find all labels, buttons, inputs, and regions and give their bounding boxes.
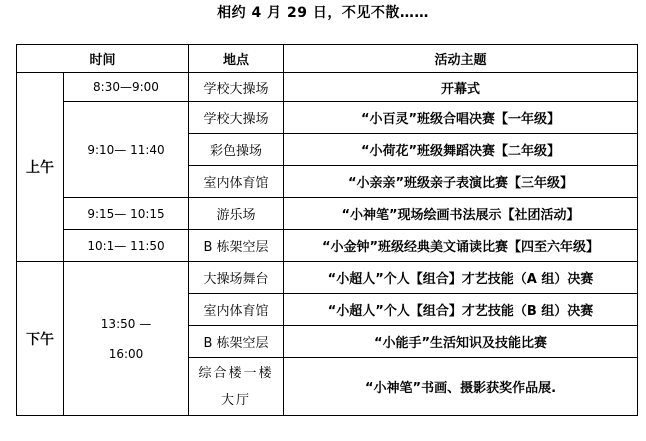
time-cell: 9:15— 10:15 xyxy=(64,198,189,230)
time-start: 13:50 — xyxy=(100,316,152,331)
theme-cell: “小百灵”班级合唱决赛【一年级】 xyxy=(284,102,638,134)
time-cell: 10:1— 11:50 xyxy=(64,230,189,262)
header-time: 时间 xyxy=(17,45,189,73)
place-cell: B 栋架空层 xyxy=(189,230,284,262)
time-cell xyxy=(64,262,189,416)
table-row xyxy=(17,230,638,262)
place-cell: 学校大操场 xyxy=(189,73,284,102)
table-row xyxy=(17,73,638,102)
theme-cell: “小超人”个人【组合】才艺技能（B 组）决赛 xyxy=(284,294,638,326)
place-cell: 游乐场 xyxy=(189,198,284,230)
theme-cell: “小神笔”书画、摄影获奖作品展. xyxy=(284,358,638,416)
header-row xyxy=(17,45,638,73)
header-theme: 活动主题 xyxy=(284,45,638,73)
place-cell: B 栋架空层 xyxy=(189,326,284,358)
time-cell: 8:30—9:00 xyxy=(64,73,189,102)
table-row xyxy=(17,262,638,294)
theme-cell: “小亲亲”班级亲子表演比赛【三年级】 xyxy=(284,166,638,198)
theme-cell: “小荷花”班级舞蹈决赛【二年级】 xyxy=(284,134,638,166)
theme-cell: “小能手”生活知识及技能比赛 xyxy=(284,326,638,358)
schedule-table xyxy=(16,44,638,416)
header-place: 地点 xyxy=(189,45,284,73)
period-afternoon: 下午 xyxy=(17,262,64,416)
theme-cell: “小神笔”现场绘画书法展示【社团活动】 xyxy=(284,198,638,230)
place-cell: 彩色操场 xyxy=(189,134,284,166)
theme-cell: 开幕式 xyxy=(284,73,638,102)
table-row xyxy=(17,198,638,230)
place-cell: 学校大操场 xyxy=(189,102,284,134)
theme-cell: “小金钟”班级经典美文诵读比赛【四至六年级】 xyxy=(284,230,638,262)
table-row xyxy=(17,102,638,134)
place-cell: 大操场舞台 xyxy=(189,262,284,294)
time-end: 16:00 xyxy=(108,346,144,361)
period-morning: 上午 xyxy=(17,73,64,262)
time-cell: 9:10— 11:40 xyxy=(64,102,189,198)
place-cell: 室内体育馆 xyxy=(189,294,284,326)
place-cell: 综合楼一楼大厅 xyxy=(189,358,284,416)
place-cell: 室内体育馆 xyxy=(189,166,284,198)
theme-cell: “小超人”个人【组合】才艺技能（A 组）决赛 xyxy=(284,262,638,294)
page-title: 相约 4 月 29 日，不见不散…… xyxy=(217,5,429,21)
